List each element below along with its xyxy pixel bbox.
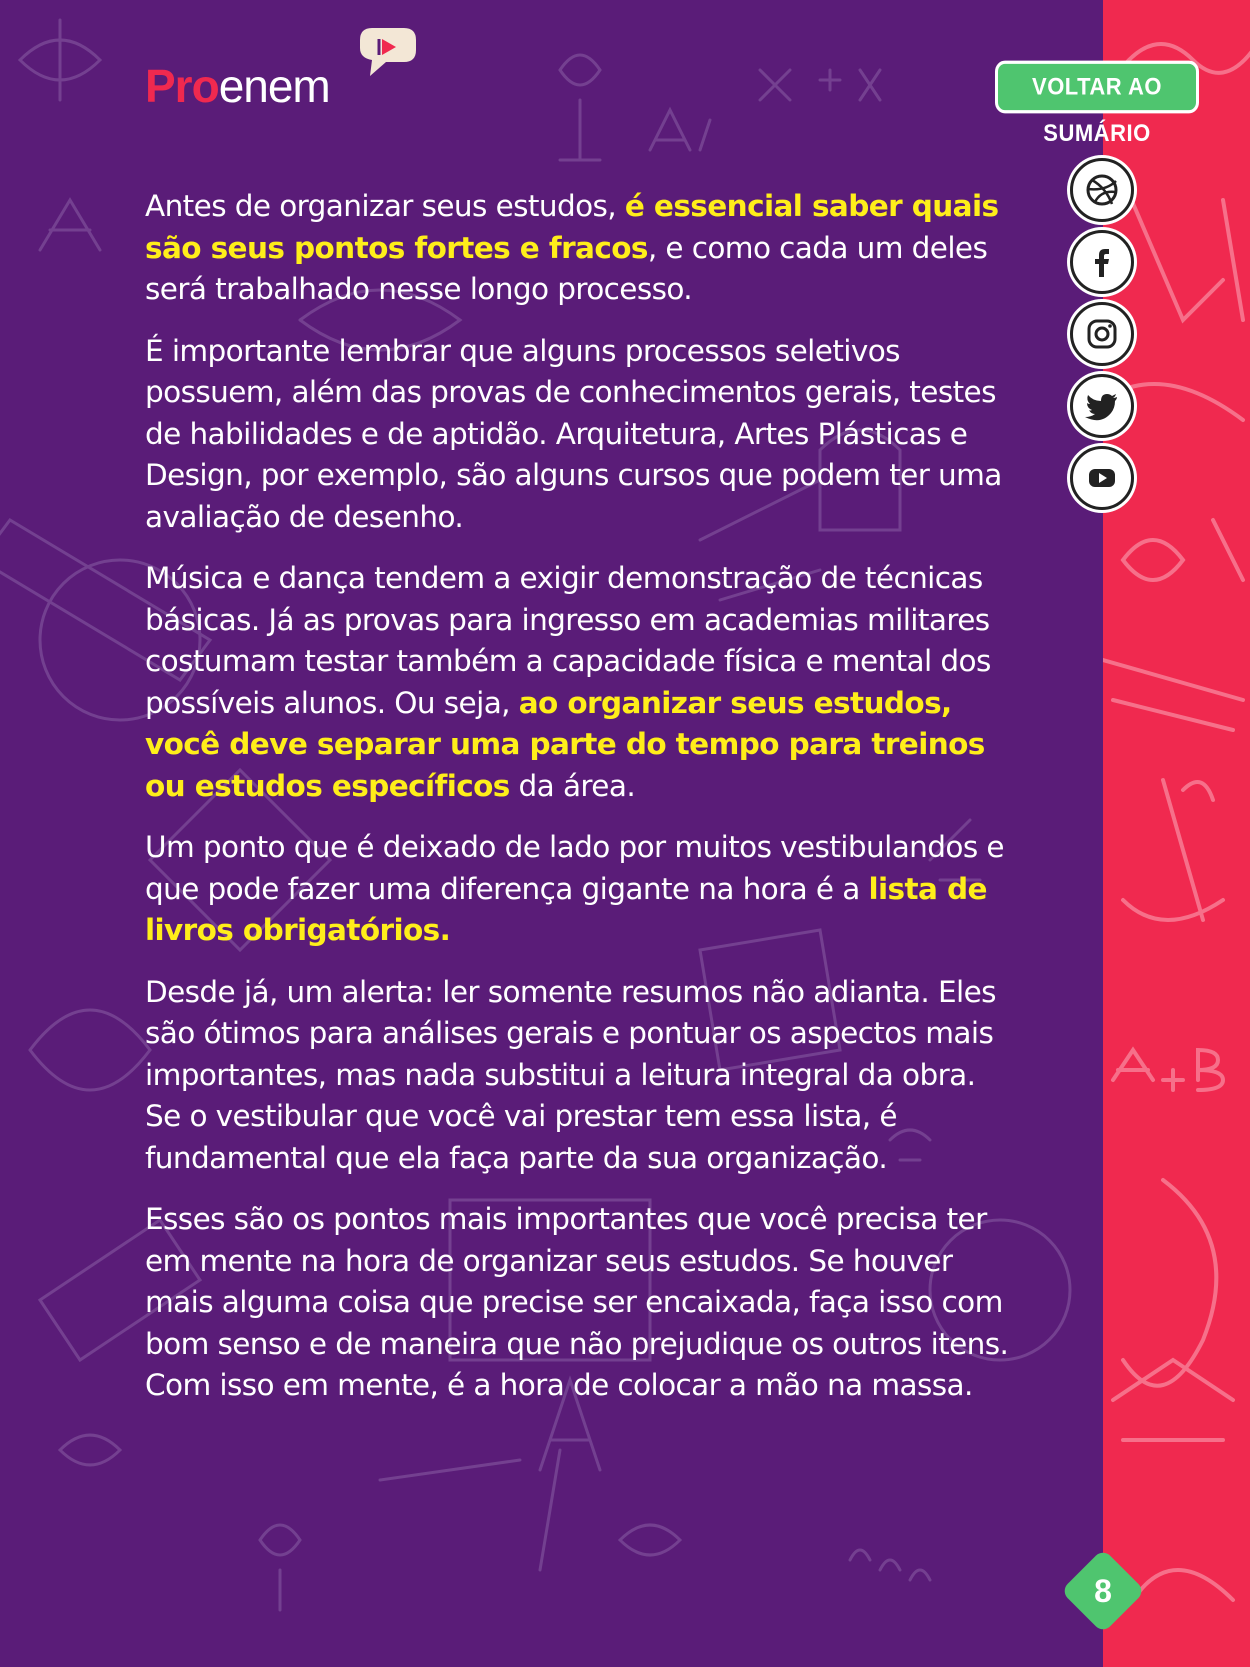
paragraph-4 — [145, 827, 1015, 952]
social-facebook-button[interactable] — [1070, 230, 1134, 294]
social-dribbble-button[interactable] — [1070, 158, 1134, 222]
highlight-text: é essencial saber quais são seus pontos fortes e fracos — [145, 189, 999, 265]
paragraph-2 — [145, 331, 1015, 539]
paragraph-text: Desde já, um alerta: ler somente resumos não adianta. Eles são ótimos para análises gerais e pontuar os aspectos mais importantes, mas nada substitui a leitura integral da obra. Se o vestibular que você vai prestar tem essa lista, é fundamental que ela faça parte da sua organização. — [145, 974, 996, 1175]
paragraph-3 — [145, 558, 1015, 807]
paragraph-6 — [145, 1199, 1015, 1407]
paragraph-1 — [145, 186, 1015, 311]
back-to-summary-button[interactable]: VOLTAR AO SUMÁRIO — [995, 61, 1199, 114]
twitter-icon — [1081, 385, 1123, 427]
paragraph-text: Um ponto que é deixado de lado por muitos vestibulandos e que pode fazer uma diferença gigante na hora é a — [145, 830, 1004, 906]
dribbble-icon — [1081, 169, 1123, 211]
highlight-text: ao organizar seus estudos, você deve separar uma parte do tempo para treinos ou estudos específicos — [145, 685, 985, 803]
paragraph-text: , e como cada um deles será trabalhado nesse longo processo. — [145, 230, 988, 306]
proenem-logo — [145, 56, 330, 116]
facebook-icon — [1081, 241, 1123, 283]
paragraph-text: Música e dança tendem a exigir demonstração de técnicas básicas. Já as provas para ingresso em academias militares costumam testar também a capacidade física e mental dos possíveis alunos. Ou seja, — [145, 561, 991, 720]
social-twitter-button[interactable] — [1070, 374, 1134, 438]
paragraph-text: É importante lembrar que alguns processos seletivos possuem, além das provas de conhecimentos gerais, testes de habilidades e de aptidão. Arquitetura, Artes Plásticas e Design, por exemplo, são alguns cursos que podem ter uma avaliação de desenho. — [145, 333, 1002, 534]
social-youtube-button[interactable] — [1070, 446, 1134, 510]
article-body — [145, 186, 1015, 1427]
paragraph-5 — [145, 972, 1015, 1180]
social-instagram-button[interactable] — [1070, 302, 1134, 366]
youtube-icon — [1081, 457, 1123, 499]
instagram-icon — [1081, 313, 1123, 355]
paragraph-text: da área. — [509, 768, 636, 803]
page-number-badge — [1060, 1548, 1146, 1634]
paragraph-text: Esses são os pontos mais importantes que você precisa ter em mente na hora de organizar seus estudos. Se houver mais alguma coisa que precise ser encaixada, faça isso com bom senso e de maneira que não prejudique os outros itens. Com isso em mente, é a hora de colocar a mão na massa. — [145, 1202, 1009, 1402]
highlight-text: lista de livros obrigatórios. — [145, 871, 987, 947]
logo-enem: enem — [218, 60, 330, 112]
paragraph-text: Antes de organizar seus estudos, — [145, 189, 625, 223]
logo-pro: Pro — [145, 60, 219, 112]
play-bubble-icon — [358, 26, 418, 80]
page-number: 8 — [1094, 1573, 1112, 1609]
